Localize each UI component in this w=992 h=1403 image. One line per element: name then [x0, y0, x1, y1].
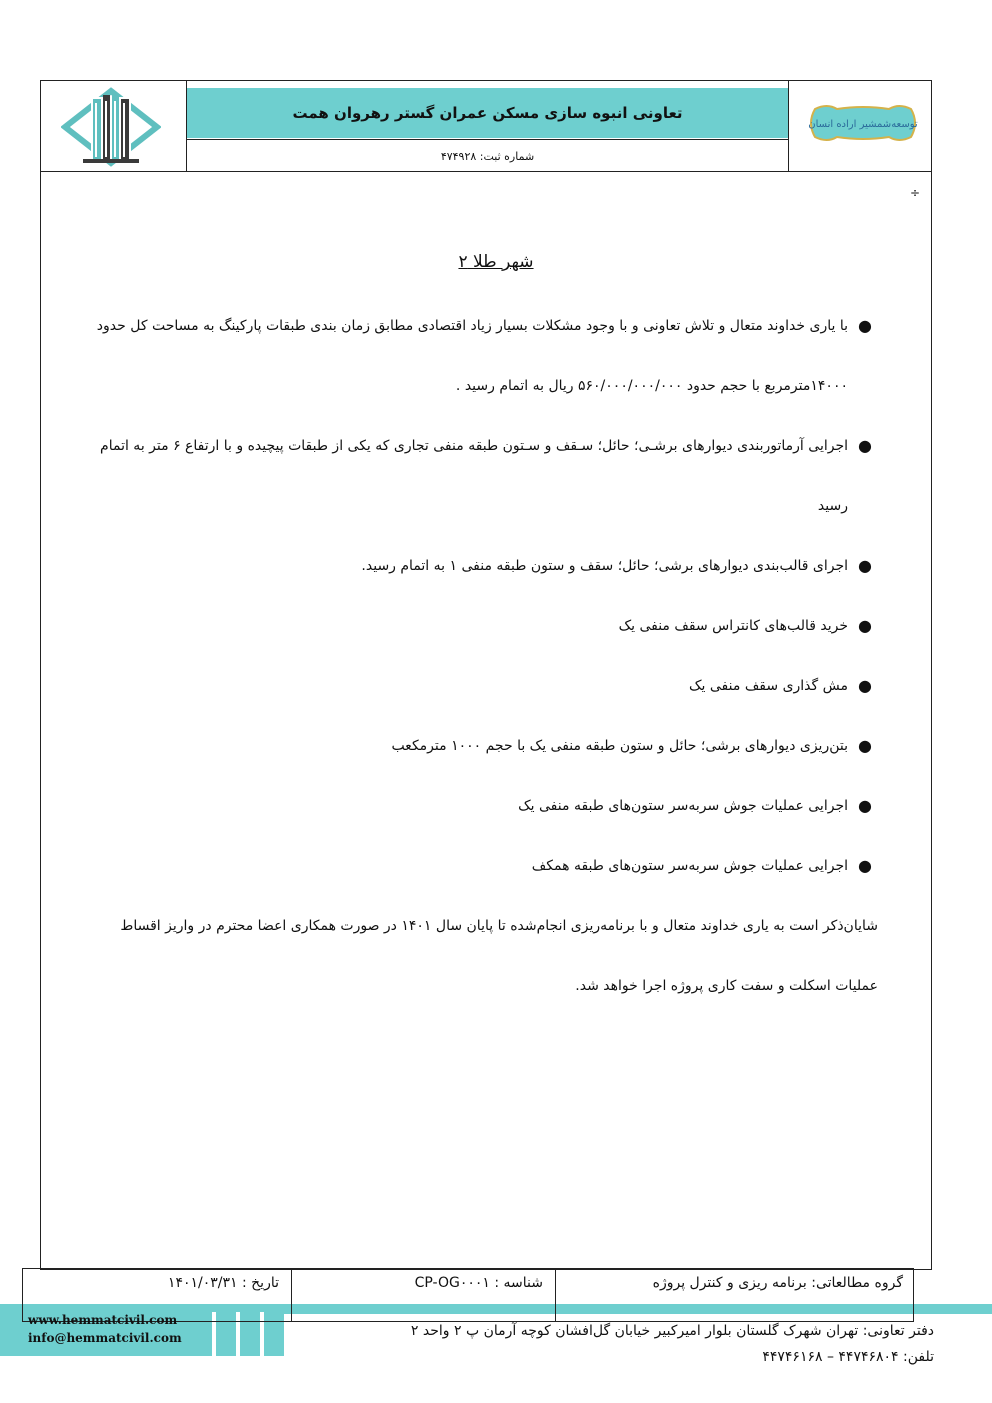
study-group: گروه مطالعاتی: برنامه ریزی و کنترل پروژه — [555, 1269, 913, 1321]
list-item: ● اجرایی عملیات جوش سربه‌سر ستون‌های طبقه همکف — [531, 856, 872, 875]
closing-paragraph: شایان‌ذکر است به یاری خداوند متعال و با برنامه‌ریزی انجام‌شده تا پایان سال ۱۴۰۱ در صورت همکاری اعضا محترم در واریز اقساط عملیات اسکلت و سفت کاری پروژه اجرا خواهد شد. — [120, 918, 878, 994]
logo-text: توسعه‌شمشیر اراده انسان — [808, 119, 918, 130]
section-heading: شهر طلا ۲ — [458, 252, 534, 272]
registration-number: شماره ثبت: ۴۷۴۹۲۸ — [186, 139, 789, 172]
content-body — [88, 296, 878, 1030]
calligraphy-logo — [807, 103, 919, 143]
office-address: دفتر تعاونی: تهران شهرک گلستان بلوار امیرکبیر خیابان گل‌افشان کوچه آرمان پ ۲ واحد ۲ — [410, 1323, 934, 1339]
email-link[interactable]: info@hemmatcivil.com — [28, 1331, 182, 1345]
list-item: ● بتن‌ریزی دیوارهای برشی؛ حائل و ستون طبقه منفی یک با حجم ۱۰۰۰ مترمکعب — [391, 736, 872, 755]
list-item: ● اجرایی آرماتوربندی دیوارهای برشـی؛ حائل؛ سـقف و سـتون طبقه منفی تجاری که یکی از طبقات پیچیده و با ارتفاع ۶ متر به اتمام رسید — [100, 436, 872, 514]
contact-block — [28, 1311, 182, 1347]
list-item: ● اجرایی عملیات جوش سربه‌سر ستون‌های طبقه منفی یک — [518, 796, 872, 815]
calligraphy-logo-cell — [788, 81, 931, 171]
org-title: تعاونی انبوه سازی مسکن عمران گستر رهروان همت — [187, 88, 788, 138]
phone-numbers: تلفن: ۴۴۷۴۶۸۰۴ – ۴۴۷۴۶۱۶۸ — [762, 1349, 934, 1365]
letterhead — [40, 80, 932, 172]
document-id: شناسه : CP-OG۰۰۰۱ — [291, 1269, 555, 1321]
office-address-block — [411, 1318, 934, 1370]
list-item: ● خرید قالب‌های کانتراس سقف منفی یک — [618, 616, 872, 635]
building-logo-icon — [61, 87, 161, 167]
list-item: ● اجرای قالب‌بندی دیوارهای برشی؛ حائل؛ سقف و ستون طبقه منفی ۱ به اتمام رسید. — [361, 556, 872, 575]
list-item: ● مش گذاری سقف منفی یک — [689, 676, 872, 695]
website-link[interactable]: www.hemmatcivil.com — [28, 1313, 178, 1327]
list-item: ● با یاری خداوند متعال و تلاش تعاونی و با وجود مشکلات بسیار زیاد اقتصادی مطابق زمان بندی طبقات پارکینگ به مساحت کل حدود ۱۴۰۰۰مترمربع با حجم حدود ۵۶۰/۰۰۰/۰۰۰/۰۰۰ ریال به اتمام رسید . — [96, 316, 872, 394]
page-mark: ÷ — [910, 186, 921, 200]
building-logo-cell — [41, 81, 187, 171]
letterhead-title-cell — [186, 81, 789, 171]
document-date: تاریخ : ۱۴۰۱/۰۳/۳۱ — [167, 1275, 279, 1291]
